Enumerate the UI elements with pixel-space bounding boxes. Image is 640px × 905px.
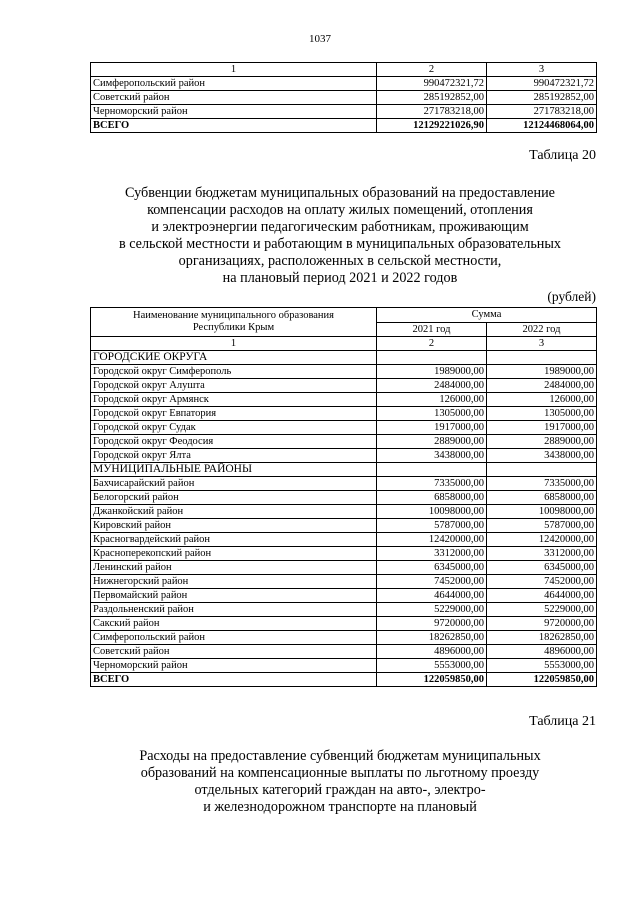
empty-cell (487, 351, 597, 365)
title-line: отдельных категорий граждан на авто-, электро- (194, 782, 486, 798)
header-cell: 3 (487, 337, 597, 351)
amount-2021-cell: 1305000,00 (377, 407, 487, 421)
table-row (91, 617, 597, 631)
amount-2022-cell: 2484000,00 (487, 379, 597, 393)
name-cell: Первомайский район (91, 589, 377, 603)
amount-cell: 271783218,00 (487, 105, 597, 119)
table-row (91, 379, 597, 393)
amount-cell: 990472321,72 (487, 77, 597, 91)
table-row (91, 519, 597, 533)
continued-budget-table (90, 62, 597, 133)
amount-2021-cell: 9720000,00 (377, 617, 487, 631)
amount-cell: 285192852,00 (377, 91, 487, 105)
name-cell: Городской округ Ялта (91, 449, 377, 463)
amount-2021-cell: 6858000,00 (377, 491, 487, 505)
header-line: Наименование муниципального образования (133, 310, 334, 321)
name-cell: Городской округ Феодосия (91, 435, 377, 449)
name-cell: Симферопольский район (91, 631, 377, 645)
table20-title (60, 185, 620, 287)
name-cell: Городской округ Армянск (91, 393, 377, 407)
table-row (91, 407, 597, 421)
section-heading: МУНИЦИПАЛЬНЫЕ РАЙОНЫ (91, 463, 377, 477)
amount-2021-cell: 10098000,00 (377, 505, 487, 519)
amount-cell: 285192852,00 (487, 91, 597, 105)
amount-2022-cell: 5787000,00 (487, 519, 597, 533)
table21-label: Таблица 21 (529, 714, 596, 729)
table-row (91, 533, 597, 547)
name-cell: Городской округ Судак (91, 421, 377, 435)
amount-2021-cell: 12420000,00 (377, 533, 487, 547)
amount-2021-cell: 7335000,00 (377, 477, 487, 491)
units-label: (рублей) (547, 289, 596, 304)
amount-2021-cell: 6345000,00 (377, 561, 487, 575)
municipal-districts-group (91, 477, 597, 673)
name-cell: Бахчисарайский район (91, 477, 377, 491)
name-cell: Нижнегорский район (91, 575, 377, 589)
amount-2022-cell: 3312000,00 (487, 547, 597, 561)
header-cell: 2 (377, 337, 487, 351)
column-number-row (91, 63, 597, 77)
amount-2021-cell: 5553000,00 (377, 659, 487, 673)
amount-2021-cell: 2484000,00 (377, 379, 487, 393)
total-label: ВСЕГО (91, 673, 377, 687)
section-row (91, 351, 597, 365)
amount-2022-cell: 2889000,00 (487, 435, 597, 449)
amount-2022-cell: 4644000,00 (487, 589, 597, 603)
subvention-table (90, 307, 597, 687)
section-row (91, 463, 597, 477)
city-districts-group (91, 365, 597, 463)
table-header-row (91, 308, 597, 323)
amount-2022-cell: 6858000,00 (487, 491, 597, 505)
header-line: Республики Крым (192, 322, 275, 333)
empty-cell (377, 463, 487, 477)
title-line: Субвенции бюджетам муниципальных образований на предоставление (125, 185, 555, 201)
page-number: 1037 (309, 33, 331, 45)
amount-2021-cell: 5787000,00 (377, 519, 487, 533)
table-row (91, 505, 597, 519)
amount-2021-cell: 5229000,00 (377, 603, 487, 617)
name-cell: Советский район (91, 645, 377, 659)
table-row (91, 659, 597, 673)
table-row (91, 77, 597, 91)
amount-2021-cell: 3312000,00 (377, 547, 487, 561)
amount-2021-cell: 1989000,00 (377, 365, 487, 379)
name-cell: Джанкойский район (91, 505, 377, 519)
amount-2022-cell: 10098000,00 (487, 505, 597, 519)
header-cell: 3 (487, 63, 597, 77)
total-row (91, 119, 597, 133)
total-amount: 122059850,00 (487, 673, 597, 687)
name-cell: Советский район (91, 91, 377, 105)
table20-label: Таблица 20 (529, 148, 596, 163)
amount-cell: 990472321,72 (377, 77, 487, 91)
table-row (91, 449, 597, 463)
name-cell: Черноморский район (91, 659, 377, 673)
empty-cell (377, 351, 487, 365)
title-line: и электроэнергии педагогическим работникам, проживающим (151, 219, 529, 235)
amount-2021-cell: 3438000,00 (377, 449, 487, 463)
amount-2022-cell: 4896000,00 (487, 645, 597, 659)
table-row (91, 561, 597, 575)
name-cell: Красноперекопский район (91, 547, 377, 561)
header-cell: 1 (91, 63, 377, 77)
name-cell: Белогорский район (91, 491, 377, 505)
amount-2022-cell: 7335000,00 (487, 477, 597, 491)
column-header-2022: 2022 год (487, 322, 597, 337)
name-cell: Ленинский район (91, 561, 377, 575)
amount-2021-cell: 4644000,00 (377, 589, 487, 603)
amount-2022-cell: 126000,00 (487, 393, 597, 407)
amount-2022-cell: 5229000,00 (487, 603, 597, 617)
amount-2022-cell: 7452000,00 (487, 575, 597, 589)
table-row (91, 477, 597, 491)
title-line: Расходы на предоставление субвенций бюджетам муниципальных (139, 748, 541, 764)
table-row (91, 631, 597, 645)
header-cell: 1 (91, 337, 377, 351)
amount-2022-cell: 6345000,00 (487, 561, 597, 575)
amount-2021-cell: 4896000,00 (377, 645, 487, 659)
total-amount: 12129221026,90 (377, 119, 487, 133)
title-line: организациях, расположенных в сельской местности, (178, 253, 502, 269)
column-header-sum: Сумма (377, 308, 597, 323)
table-row (91, 589, 597, 603)
amount-2022-cell: 12420000,00 (487, 533, 597, 547)
amount-2021-cell: 18262850,00 (377, 631, 487, 645)
name-cell: Городской округ Алушта (91, 379, 377, 393)
name-cell: Сакский район (91, 617, 377, 631)
amount-2022-cell: 3438000,00 (487, 449, 597, 463)
total-amount: 122059850,00 (377, 673, 487, 687)
total-label: ВСЕГО (91, 119, 377, 133)
amount-2022-cell: 9720000,00 (487, 617, 597, 631)
table-row (91, 603, 597, 617)
amount-2022-cell: 5553000,00 (487, 659, 597, 673)
table-row (91, 393, 597, 407)
table-row (91, 105, 597, 119)
name-cell: Кировский район (91, 519, 377, 533)
header-cell: 2 (377, 63, 487, 77)
name-cell: Черноморский район (91, 105, 377, 119)
amount-2022-cell: 1917000,00 (487, 421, 597, 435)
table-row (91, 421, 597, 435)
table-row (91, 365, 597, 379)
table-row (91, 575, 597, 589)
amount-2022-cell: 18262850,00 (487, 631, 597, 645)
title-line: и железнодорожном транспорте на плановый (203, 799, 477, 815)
column-header-name (91, 308, 377, 337)
name-cell: Красногвардейский район (91, 533, 377, 547)
name-cell: Городской округ Евпатория (91, 407, 377, 421)
title-line: образований на компенсационные выплаты по льготному проезду (140, 765, 540, 781)
amount-2021-cell: 2889000,00 (377, 435, 487, 449)
column-header-2021: 2021 год (377, 322, 487, 337)
total-amount: 12124468064,00 (487, 119, 597, 133)
table-row (91, 547, 597, 561)
title-line: на плановый период 2021 и 2022 годов (222, 270, 458, 286)
name-cell: Раздольненский район (91, 603, 377, 617)
section-heading: ГОРОДСКИЕ ОКРУГА (91, 351, 377, 365)
amount-2022-cell: 1305000,00 (487, 407, 597, 421)
name-cell: Городской округ Симферополь (91, 365, 377, 379)
amount-2021-cell: 1917000,00 (377, 421, 487, 435)
title-line: компенсации расходов на оплату жилых помещений, отопления (147, 202, 533, 218)
amount-cell: 271783218,00 (377, 105, 487, 119)
table-row (91, 435, 597, 449)
total-row (91, 673, 597, 687)
amount-2021-cell: 7452000,00 (377, 575, 487, 589)
table-row (91, 91, 597, 105)
column-number-row (91, 337, 597, 351)
title-line: в сельской местности и работающим в муниципальных образовательных (118, 236, 562, 252)
table21-title (60, 748, 620, 816)
amount-2021-cell: 126000,00 (377, 393, 487, 407)
empty-cell (487, 463, 597, 477)
name-cell: Симферопольский район (91, 77, 377, 91)
table-row (91, 645, 597, 659)
table-row (91, 491, 597, 505)
amount-2022-cell: 1989000,00 (487, 365, 597, 379)
